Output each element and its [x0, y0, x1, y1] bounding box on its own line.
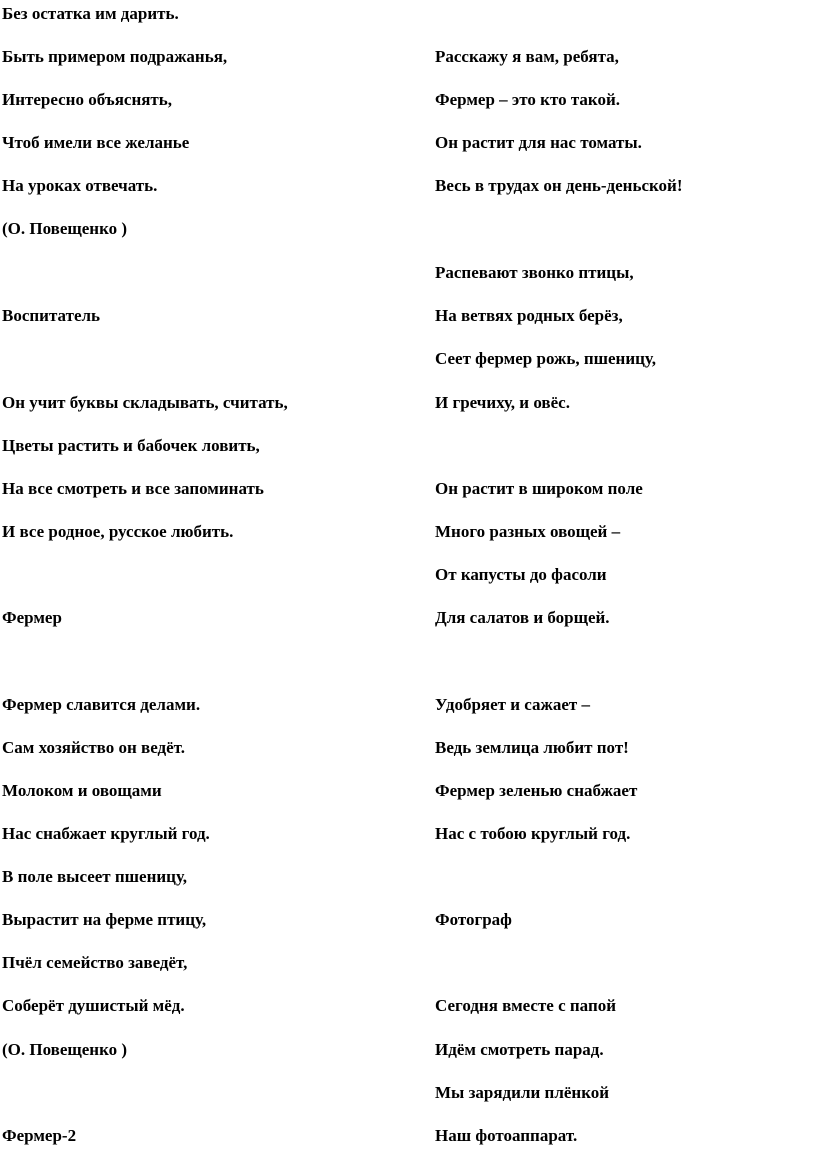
right-line-15: Фермер зеленью снабжает — [435, 781, 638, 800]
right-line-18: Сегодня вместе с папой — [435, 996, 617, 1015]
right-line-9: Он растит в широком поле — [435, 479, 643, 498]
left-line-5: На уроках отвечать. — [2, 176, 158, 195]
left-line-18: Вырастит на ферме птицу, — [2, 910, 207, 929]
right-line-12: Для салатов и борщей. — [435, 608, 610, 627]
right-line-6: На ветвях родных берёз, — [435, 306, 623, 325]
section-heading-farmer-2: Фермер-2 — [2, 1126, 77, 1145]
left-line-14: Сам хозяйство он ведёт. — [2, 738, 186, 757]
right-line-11: От капусты до фасоли — [435, 565, 607, 584]
right-line-21: Наш фотоаппарат. — [435, 1126, 578, 1145]
right-line-8: И гречиху, и овёс. — [435, 393, 570, 412]
left-line-1: Без остатка им дарить. — [2, 4, 179, 23]
right-line-20: Мы зарядили плёнкой — [435, 1083, 610, 1102]
left-line-17: В поле высеет пшеницу, — [2, 867, 188, 886]
author-credit-1: (О. Повещенко ) — [2, 219, 128, 238]
right-line-3: Он растит для нас томаты. — [435, 133, 642, 152]
left-line-19: Пчёл семейство заведёт, — [2, 953, 188, 972]
section-heading-photographer: Фотограф — [435, 910, 512, 929]
right-line-10: Много разных овощей – — [435, 522, 621, 541]
right-line-2: Фермер – это кто такой. — [435, 90, 620, 109]
left-line-9: Цветы растить и бабочек ловить, — [2, 436, 260, 455]
left-line-20: Соберёт душистый мёд. — [2, 996, 185, 1015]
right-line-4: Весь в трудах он день-деньской! — [435, 176, 683, 195]
right-line-16: Нас с тобою круглый год. — [435, 824, 631, 843]
left-line-10: На все смотреть и все запоминать — [2, 479, 264, 498]
right-line-19: Идём смотреть парад. — [435, 1040, 604, 1059]
left-line-8: Он учит буквы складывать, считать, — [2, 393, 288, 412]
left-line-13: Фермер славится делами. — [2, 695, 201, 714]
right-line-14: Ведь землица любит пот! — [435, 738, 629, 757]
left-line-11: И все родное, русское любить. — [2, 522, 234, 541]
right-line-5: Распевают звонко птицы, — [435, 263, 634, 282]
right-line-13: Удобряет и сажает – — [435, 695, 591, 714]
left-line-15: Молоком и овощами — [2, 781, 162, 800]
left-line-4: Чтоб имели все желанье — [2, 133, 190, 152]
section-heading-farmer: Фермер — [2, 608, 62, 627]
section-heading-educator: Воспитатель — [2, 306, 101, 325]
author-credit-2: (О. Повещенко ) — [2, 1040, 128, 1059]
left-line-3: Интересно объяснять, — [2, 90, 173, 109]
left-line-16: Нас снабжает круглый год. — [2, 824, 210, 843]
left-line-2: Быть примером подражанья, — [2, 47, 228, 66]
right-line-1: Расскажу я вам, ребята, — [435, 47, 619, 66]
right-line-7: Сеет фермер рожь, пшеницу, — [435, 349, 656, 368]
